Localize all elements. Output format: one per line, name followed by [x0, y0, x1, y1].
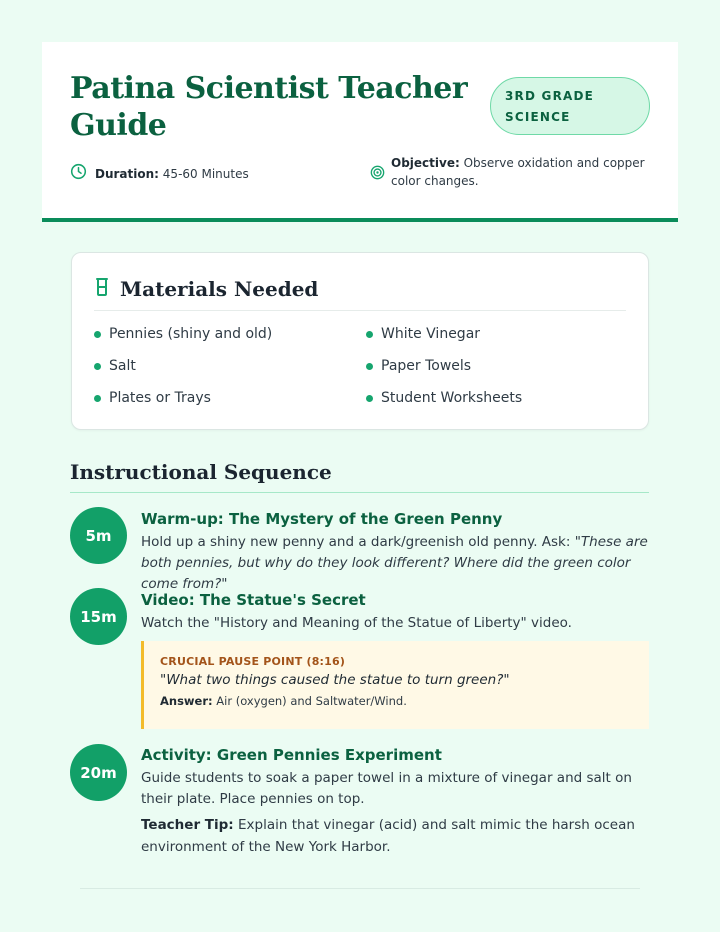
page-title: Patina Scientist Teacher Guide [70, 71, 468, 143]
duration-label: Duration: [95, 167, 159, 181]
pause-label: CRUCIAL PAUSE POINT (8:16) [160, 655, 346, 668]
list-item: Pennies (shiny and old) [94, 324, 272, 344]
list-item: Plates or Trays [94, 388, 211, 408]
teacher-tip: Teacher Tip: Explain that vinegar (acid) and salt mimic the harsh ocean environment of the New York Harbor. [141, 817, 635, 855]
grade-badge: 3RD GRADE SCIENCE [490, 77, 650, 135]
pause-answer: Answer: Air (oxygen) and Saltwater/Wind. [160, 694, 407, 708]
objective-meta [370, 154, 660, 190]
list-item: Salt [94, 356, 136, 376]
list-item: Paper Towels [366, 356, 471, 376]
objective-value: Observe oxidation and copper color changes. [391, 156, 645, 188]
step-title: Warm-up: The Mystery of the Green Penny [141, 510, 503, 528]
step-time-badge: 15m [70, 588, 127, 645]
step-description: Watch the "History and Meaning of the Statue of Liberty" video. [141, 615, 572, 631]
pause-question: "What two things caused the statue to turn green?" [160, 672, 510, 688]
list-item: White Vinegar [366, 324, 480, 344]
header-card [42, 42, 678, 222]
bullet-dot [366, 363, 373, 370]
materials-title: Materials Needed [120, 276, 319, 301]
materials-card [71, 252, 649, 430]
pause-callout [141, 641, 649, 729]
clock-icon [70, 163, 87, 185]
materials-header [94, 271, 626, 311]
step-description: Hold up a shiny new penny and a dark/greenish old penny. Ask: "These are both pennies, but why do they look different? Where did the green color come from?" [141, 534, 648, 592]
step-title: Video: The Statue's Secret [141, 591, 366, 609]
duration-meta [70, 163, 249, 185]
bullet-dot [366, 395, 373, 402]
duration-value: 45-60 Minutes [162, 167, 249, 181]
bullet-dot [94, 331, 101, 338]
footer-divider [80, 888, 640, 889]
list-item: Student Worksheets [366, 388, 522, 408]
bullet-dot [94, 395, 101, 402]
step-quote: "These are both pennies, but why do they look different? Where did the green color come from?" [141, 534, 648, 592]
step-title: Activity: Green Pennies Experiment [141, 746, 442, 764]
objective-label: Objective: [391, 156, 460, 170]
step-time-badge: 5m [70, 507, 127, 564]
bullet-dot [366, 331, 373, 338]
beaker-icon [94, 277, 110, 301]
step-time-badge: 20m [70, 744, 127, 801]
target-icon [370, 165, 385, 185]
sequence-title: Instructional Sequence [70, 460, 649, 493]
step-description: Guide students to soak a paper towel in a mixture of vinegar and salt on their plate. Place pennies on top. [141, 770, 632, 807]
bullet-dot [94, 363, 101, 370]
